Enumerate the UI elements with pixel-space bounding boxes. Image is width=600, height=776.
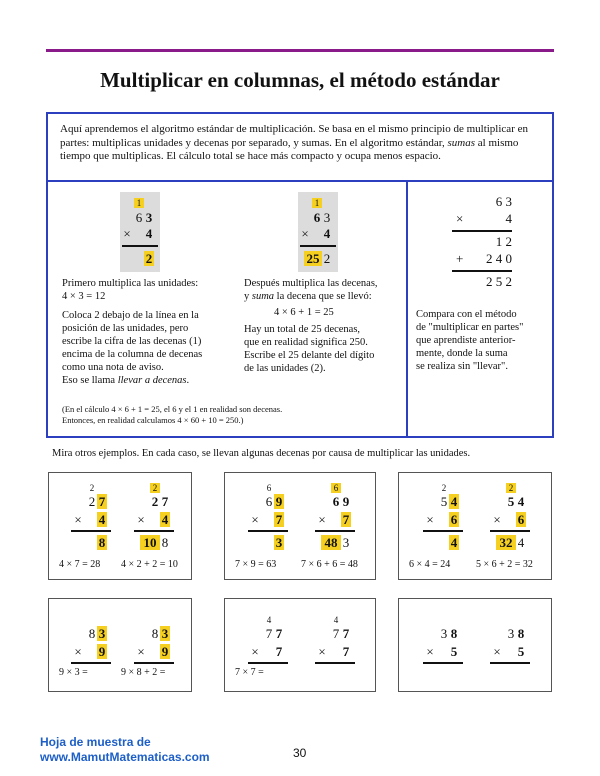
digit: 3 [342, 535, 350, 550]
example-multiplication [494, 483, 534, 553]
digit: 8 [517, 626, 525, 641]
digit: 7 [332, 626, 340, 641]
step2-text: Después multiplica las decenas, y suma la decena que se llevó: 4 × 6 + 1 = 25 Hay un total de 25 decenas, que en realidad significa 250. Escribe el 25 delante del dígito de las unidades (2). [244, 278, 378, 374]
digit: 3 [98, 626, 106, 641]
digit: 8 [450, 626, 458, 641]
digit: 4 [450, 535, 458, 550]
digit: 9 [98, 644, 106, 659]
example-caption: 7 × 6 + 6 = 48 [301, 559, 358, 570]
footer-source: Hoja de muestra de www.MamutMatematicas.com [40, 735, 210, 764]
digit: × [426, 512, 434, 527]
digit: 48 [321, 535, 341, 550]
digit: 5 [450, 644, 458, 659]
digit: 4 [266, 615, 272, 625]
example-caption: 5 × 6 + 2 = 32 [476, 559, 533, 570]
digit: 8 [151, 626, 159, 641]
example-caption: 4 × 2 + 2 = 10 [121, 559, 178, 570]
digit: 4 [98, 512, 106, 527]
digit: 10 [140, 535, 160, 550]
digit: 7 [342, 512, 350, 527]
example-box [224, 598, 376, 692]
example-caption: 9 × 8 + 2 = [121, 667, 166, 678]
digit: 8 [98, 535, 106, 550]
digit: 2 [89, 483, 95, 493]
digit: 9 [342, 494, 350, 509]
example-caption: 7 × 7 = [235, 667, 264, 678]
example-caption: 9 × 3 = [59, 667, 88, 678]
digit: 9 [275, 494, 283, 509]
digit: 3 [161, 626, 169, 641]
digit: 6 [450, 512, 458, 527]
digit: 6 [332, 494, 340, 509]
example-box [398, 472, 552, 580]
footnote: (En el cálculo 4 × 6 + 1 = 25, el 6 y el 1 en realidad son decenas. Entonces, en realidad calculamos 4 × 60 + 10 = 250.) [62, 404, 283, 425]
digit: 6 [265, 494, 273, 509]
digit: 2 [441, 483, 447, 493]
example-multiplication [427, 483, 467, 553]
digit: 6 [266, 483, 272, 493]
step1-multiplication: 1 6 3 × 4 2 [120, 192, 170, 272]
digit: 3 [440, 626, 448, 641]
intro-text: Aquí aprendemos el algoritmo estándar de multiplicación. Se basa en el mismo principio de multiplicar en partes: multiplicas unidades y decenas por separado, y sumas. En el algoritmo estándar, sumas al mismo tiempo que multiplicas. El cálculo total se hace más compacto y ocupa menos espacio. [60, 123, 528, 162]
digit: 7 [275, 644, 283, 659]
digit: 9 [161, 644, 169, 659]
page-title: Multiplicar en columnas, el método estándar [100, 68, 500, 92]
digit: 32 [496, 535, 516, 550]
digit: × [318, 512, 326, 527]
example-multiplication [252, 483, 292, 553]
example-multiplication [75, 483, 115, 553]
example-multiplication [138, 483, 178, 553]
divider [406, 182, 408, 436]
examples-heading: Mira otros ejemplos. En cada caso, se llevan algunas decenas por causa de multiplicar las unidades. [52, 448, 471, 459]
step3-text: Compara con el método de "multiplicar en partes" que aprendiste anterior- mente, donde la suma se realiza sin "llevar". [416, 309, 524, 372]
digit: 2 [88, 494, 96, 509]
example-multiplication [319, 615, 359, 685]
digit: 6 [517, 512, 525, 527]
example-multiplication [427, 615, 467, 685]
digit: 7 [342, 644, 350, 659]
digit: 4 [517, 535, 525, 550]
digit: 4 [333, 615, 339, 625]
example-multiplication [494, 615, 534, 685]
digit: × [74, 512, 82, 527]
digit: 6 [331, 483, 341, 493]
digit: 2 [506, 483, 516, 493]
example-box [48, 598, 192, 692]
digit: 7 [275, 626, 283, 641]
example-box [224, 472, 376, 580]
example-caption: 7 × 9 = 63 [235, 559, 277, 570]
example-box [48, 472, 192, 580]
digit: × [426, 644, 434, 659]
digit: 2 [151, 494, 159, 509]
digit: 2 [150, 483, 160, 493]
digit: 7 [161, 494, 169, 509]
digit: × [137, 644, 145, 659]
digit: × [493, 512, 501, 527]
example-multiplication [319, 483, 359, 553]
digit: 7 [98, 494, 106, 509]
digit: 4 [161, 512, 169, 527]
example-caption: 4 × 7 = 28 [59, 559, 101, 570]
page-number: 30 [293, 746, 307, 760]
digit: 4 [517, 494, 525, 509]
top-rule [46, 49, 554, 52]
digit: × [493, 644, 501, 659]
explanation-box [46, 112, 554, 438]
step1-text: Primero multiplica las unidades: 4 × 3 = 12 Coloca 2 debajo de la línea en la posición de las unidades, pero escribe la cifra de las decenas (1) encima de la columna de decenas como una nota de aviso. Eso se llama llevar a decenas. [62, 278, 203, 386]
step3-partial-products: 6 3 × 4 1 2 + 2 4 0 2 5 2 [452, 194, 512, 294]
digit: 3 [275, 535, 283, 550]
digit: 5 [440, 494, 448, 509]
digit: 7 [342, 626, 350, 641]
step2-multiplication: 1 6 3 × 4 25 2 [298, 192, 348, 272]
digit: 7 [265, 626, 273, 641]
digit: 8 [161, 535, 169, 550]
digit: × [251, 512, 259, 527]
digit: × [318, 644, 326, 659]
digit: 5 [507, 494, 515, 509]
digit: 5 [517, 644, 525, 659]
digit: 3 [507, 626, 515, 641]
digit: × [137, 512, 145, 527]
digit: 4 [450, 494, 458, 509]
digit: 8 [88, 626, 96, 641]
example-box [398, 598, 552, 692]
digit: 7 [275, 512, 283, 527]
digit: × [74, 644, 82, 659]
divider [48, 180, 552, 182]
example-caption: 6 × 4 = 24 [409, 559, 451, 570]
digit: × [251, 644, 259, 659]
